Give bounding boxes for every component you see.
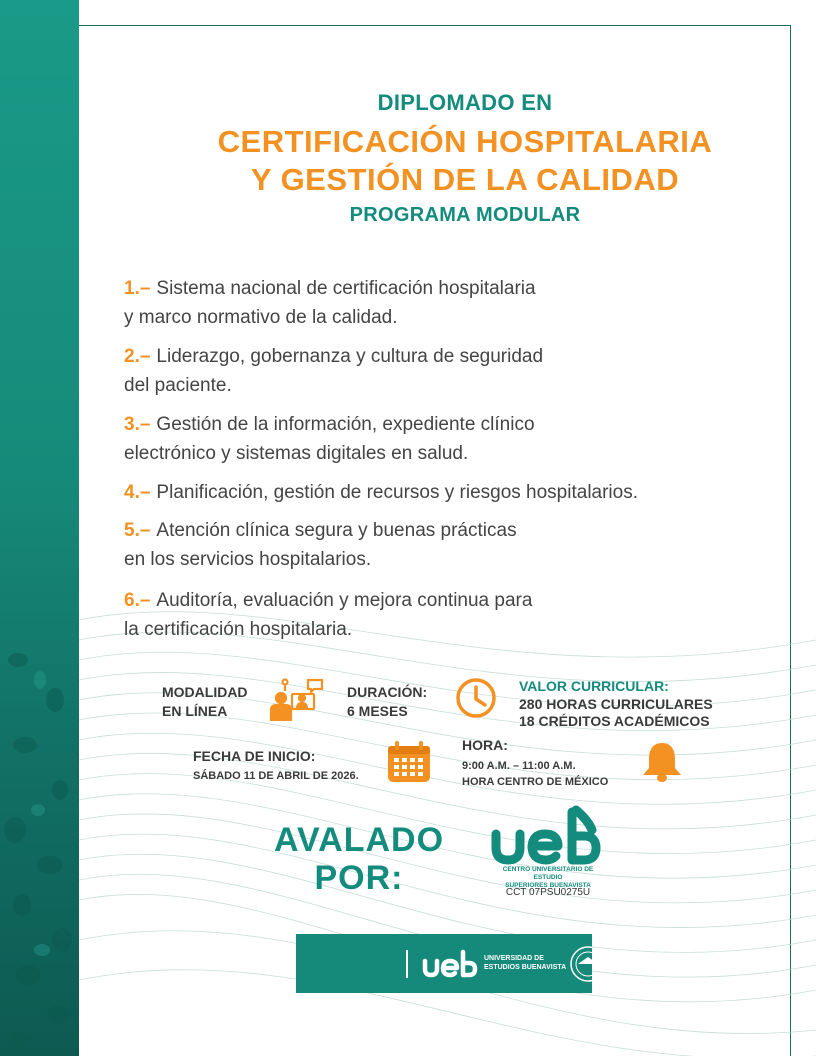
curricular-value-hours: 280 HORAS CURRICULARES xyxy=(519,696,713,712)
duration-block xyxy=(347,683,427,721)
start-date-value: SÁBADO 11 DE ABRIL DE 2026. xyxy=(193,770,359,782)
footer-ueb-logo xyxy=(420,949,480,979)
time-label: HORA: xyxy=(462,737,508,753)
module-number: 5.– xyxy=(124,520,151,541)
start-date-label: FECHA DE INICIO: xyxy=(193,748,316,764)
module-text-line2: la certificación hospitalaria. xyxy=(124,619,353,640)
module-number: 2.– xyxy=(124,346,151,367)
module-text-line1: Liderazgo, gobernanza y cultura de seguridad xyxy=(156,346,544,367)
module-number: 1.– xyxy=(124,278,151,299)
diploma-title-line1: CERTIFICACIÓN HOSPITALARIA xyxy=(217,124,713,159)
ueb-cct-code: CCT 07PSU0275U xyxy=(505,887,591,898)
ueb-caption-line2: SUPERIORES BUENAVISTA xyxy=(505,882,591,889)
diploma-prefix: DIPLOMADO EN xyxy=(377,90,553,115)
program-subtitle: PROGRAMA MODULAR xyxy=(349,204,581,226)
footer-university-name xyxy=(484,954,566,972)
module-item-2 xyxy=(124,342,543,400)
time-range: 9:00 A.M. – 11:00 A.M. xyxy=(462,760,576,772)
side-band xyxy=(0,0,79,1056)
module-item-3 xyxy=(124,410,535,468)
module-text-line1: Atención clínica segura y buenas prácticas xyxy=(156,520,517,541)
module-number: 3.– xyxy=(124,414,151,435)
module-text-line2: del paciente. xyxy=(124,375,232,396)
university-seal-icon xyxy=(566,942,592,986)
module-text-line2: y marco normativo de la calidad. xyxy=(124,307,398,328)
endorsed-by-line1: AVALADO xyxy=(273,821,445,859)
calendar-icon xyxy=(386,740,432,784)
clock-icon xyxy=(454,676,498,720)
endorsed-by-line2: POR: xyxy=(314,859,404,897)
module-text-line1: Auditoría, evaluación y mejora continua para xyxy=(156,590,533,611)
module-item-4 xyxy=(124,478,638,507)
module-text-line1: Planificación, gestión de recursos y riesgos hospitalarios. xyxy=(156,482,638,503)
modality-line2: EN LÍNEA xyxy=(162,703,228,719)
module-item-6 xyxy=(124,586,532,644)
modality-line1: MODALIDAD xyxy=(162,684,248,700)
module-text-line2: en los servicios hospitalarios. xyxy=(124,549,372,570)
module-text-line1: Gestión de la información, expediente clínico xyxy=(156,414,535,435)
module-number: 4.– xyxy=(124,482,151,503)
curricular-value-label: VALOR CURRICULAR: xyxy=(519,678,669,694)
duration-value: 6 MESES xyxy=(347,703,408,719)
bell-icon xyxy=(639,740,685,784)
module-text-line1: Sistema nacional de certificación hospitalaria xyxy=(156,278,536,299)
footer-divider xyxy=(406,950,408,978)
footer-bar xyxy=(296,934,592,993)
ueb-logo xyxy=(480,804,620,868)
module-item-1 xyxy=(124,274,536,332)
time-zone: HORA CENTRO DE MÉXICO xyxy=(462,776,609,788)
footer-name-line1: UNIVERSIDAD DE xyxy=(484,955,544,962)
duration-label: DURACIÓN: xyxy=(347,684,428,700)
ueb-caption-line1: CENTRO UNIVERSITARIO DE ESTUDIO xyxy=(502,866,594,881)
footer-name-line2: ESTUDIOS BUENAVISTA xyxy=(484,964,567,971)
module-text-line2: electrónico y sistemas digitales en salud. xyxy=(124,443,469,464)
module-item-5 xyxy=(124,516,517,574)
endorsed-by-heading xyxy=(266,821,452,897)
diploma-title-line2: Y GESTIÓN DE LA CALIDAD xyxy=(250,162,680,197)
leopard-pattern-decoration xyxy=(0,0,79,1056)
modality-label xyxy=(162,683,248,721)
curricular-value-credits: 18 CRÉDITOS ACADÉMICOS xyxy=(519,713,710,729)
online-class-icon xyxy=(268,676,324,722)
module-number: 6.– xyxy=(124,590,151,611)
